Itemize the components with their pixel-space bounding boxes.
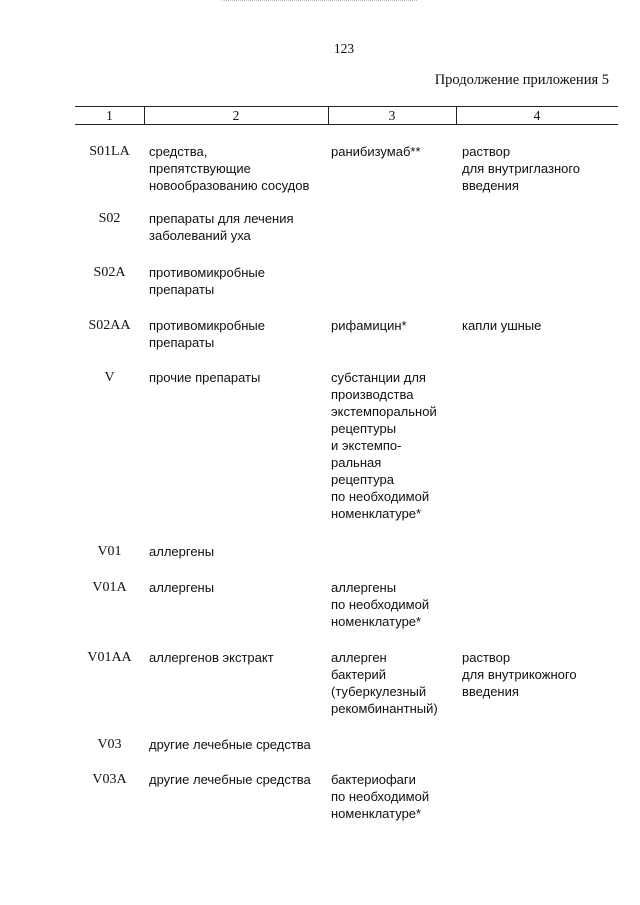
row-group-name: другие лечебные средства [149, 772, 311, 787]
row-drug-name: аллергены по необходимой номенклатуре* [331, 580, 430, 629]
row-drug-name: аллерген бактерий (туберкулезный рекомбинантный) [331, 650, 438, 716]
row-dosage-form: капли ушные [462, 318, 542, 333]
row-group-name: прочие препараты [149, 370, 261, 385]
row-group-name: препараты для лечения заболеваний уха [149, 211, 294, 243]
row-drug-name: субстанции для производства экстемпоральной рецептуры и экстемпо- ральная рецептура по необходимой номенклатуре* [331, 370, 437, 521]
row-group-name: другие лечебные средства [149, 737, 311, 752]
row-atc-code: V03 [97, 737, 122, 752]
row-atc-code: S02A [93, 265, 126, 280]
row-atc-code: V01A [92, 580, 127, 595]
row-group-name: средства, препятствующие новообразованию сосудов [149, 144, 310, 193]
table-header-col-3: 3 [388, 108, 396, 123]
table-header-col-2: 2 [232, 108, 240, 123]
row-atc-code: V [104, 370, 115, 385]
row-dosage-form: раствор для внутрикожного введения [462, 650, 577, 699]
row-atc-code: V01 [97, 544, 122, 559]
row-dosage-form: раствор для внутриглазного введения [462, 144, 581, 193]
row-group-name: противомикробные препараты [149, 318, 265, 350]
row-drug-name: ранибизумаб** [331, 144, 421, 159]
row-group-name: противомикробные препараты [149, 265, 265, 297]
scan-top-edge-mark [222, 0, 417, 2]
row-drug-name: рифамицин* [331, 318, 407, 333]
table-header-row [75, 106, 618, 125]
page-number: 123 [333, 41, 355, 56]
row-group-name: аллергенов экстракт [149, 650, 274, 665]
table-header-col-4: 4 [533, 108, 541, 123]
row-drug-name: бактериофаги по необходимой номенклатуре* [331, 772, 430, 821]
appendix-continuation-note: Продолжение приложения 5 [434, 72, 609, 88]
row-atc-code: V01AA [87, 650, 132, 665]
row-atc-code: S02AA [88, 318, 131, 333]
row-atc-code: S01LA [89, 144, 130, 159]
row-group-name: аллергены [149, 580, 215, 595]
row-group-name: аллергены [149, 544, 215, 559]
table-header-col-1: 1 [106, 108, 113, 123]
row-atc-code: S02 [98, 211, 121, 226]
row-atc-code: V03A [92, 772, 127, 787]
